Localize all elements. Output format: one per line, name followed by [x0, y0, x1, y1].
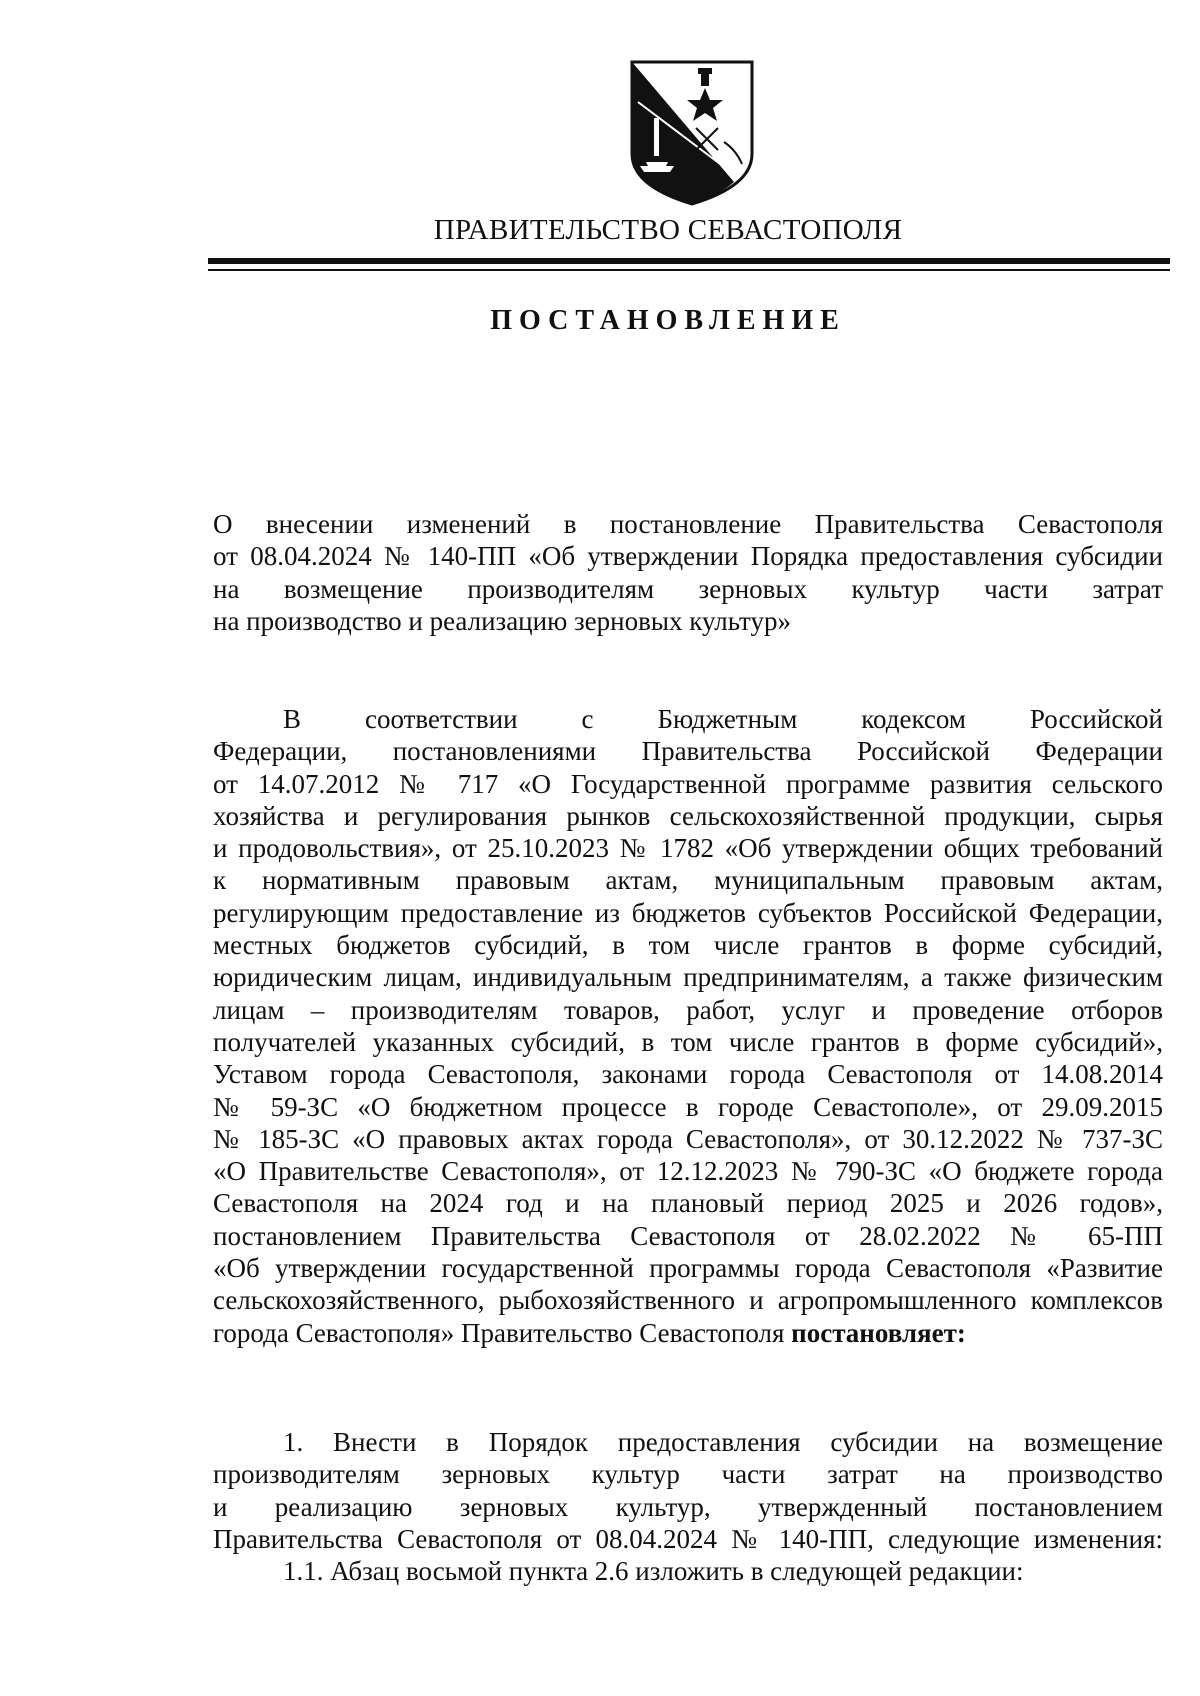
preamble-line: города Севастополя» Правительство Севастополя — [213, 1317, 785, 1348]
header-thin-rule — [208, 269, 1170, 271]
resolution-title — [213, 508, 1163, 637]
preamble-paragraph — [213, 703, 1163, 1349]
item-line: и реализацию зерновых культур, утвержденный постановлением — [213, 1491, 1163, 1522]
preamble-line: хозяйства и регулирования рынков сельскохозяйственной продукции, сырья — [213, 800, 1163, 831]
government-name: ПРАВИТЕЛЬСТВО СЕВАСТОПОЛЯ — [433, 214, 903, 246]
title-line: от 08.04.2024 № 140-ПП «Об утверждении Порядка предоставления субсидии — [213, 541, 1163, 572]
sevastopol-coat-of-arms-icon — [626, 58, 758, 208]
preamble-line: лицам – производителям товаров, работ, услуг и проведение отборов — [213, 994, 1163, 1025]
preamble-line: Федерации, постановлениями Правительства Российской Федерации — [213, 736, 1163, 767]
preamble-line: и продовольствия», от 25.10.2023 № 1782 «Об утверждении общих требований — [213, 833, 1163, 864]
preamble-line: от 14.07.2012 № 717 «О Государственной программе развития сельского — [213, 768, 1163, 799]
item-line: 1. Внести в Порядок предоставления субсидии на возмещение — [283, 1427, 1163, 1457]
preamble-line: сельскохозяйственного, рыбохозяйственного и агропромышленного комплексов — [213, 1285, 1163, 1316]
item-line: Правительства Севастополя от 08.04.2024 № 140-ПП, следующие изменения: — [213, 1523, 1163, 1554]
item-1-paragraph — [213, 1426, 1163, 1587]
preamble-final-line — [213, 1317, 1163, 1349]
preamble-line: Севастополя на 2024 год и на плановый период 2025 и 2026 годов», — [213, 1188, 1163, 1219]
preamble-line: Уставом города Севастополя, законами города Севастополя от 14.08.2014 — [213, 1059, 1163, 1090]
item-line: производителям зерновых культур части затрат на производство — [213, 1459, 1163, 1490]
preamble-line: регулирующим предоставление из бюджетов субъектов Российской Федерации, — [213, 897, 1163, 928]
preamble-line: к нормативным правовым актам, муниципальным правовым актам, — [213, 865, 1163, 896]
preamble-line: юридическим лицам, индивидуальным предпринимателям, а также физическим — [213, 962, 1163, 993]
title-line: О внесении изменений в постановление Правительства Севастополя — [213, 509, 1163, 539]
resolves-word: постановляет: — [791, 1317, 966, 1348]
title-line: на производство и реализацию зерновых культур» — [213, 605, 791, 636]
subitem-1-1: 1.1. Абзац восьмой пункта 2.6 изложить в следующей редакции: — [283, 1556, 1024, 1587]
preamble-line: № 185-ЗС «О правовых актах города Севастополя», от 30.12.2022 № 737-ЗС — [213, 1123, 1163, 1154]
preamble-line: № 59-ЗС «О бюджетном процессе в городе Севастополе», от 29.09.2015 — [213, 1091, 1163, 1122]
preamble-line: В соответствии с Бюджетным кодексом Российской — [283, 704, 1163, 734]
title-line: на возмещение производителям зерновых культур части затрат — [213, 573, 1163, 604]
preamble-line: «Об утверждении государственной программы города Севастополя «Развитие — [213, 1253, 1163, 1284]
preamble-line: местных бюджетов субсидий, в том числе грантов в форме субсидий, — [213, 930, 1163, 961]
preamble-line: «О Правительстве Севастополя», от 12.12.2023 № 790-ЗС «О бюджете города — [213, 1156, 1163, 1187]
preamble-line: получателей указанных субсидий, в том числе грантов в форме субсидий», — [213, 1026, 1163, 1057]
header-thick-rule — [208, 258, 1170, 264]
document-type-heading: ПОСТАНОВЛЕНИЕ — [490, 305, 846, 336]
preamble-line: постановлением Правительства Севастополя от 28.02.2022 № 65-ПП — [213, 1220, 1163, 1251]
